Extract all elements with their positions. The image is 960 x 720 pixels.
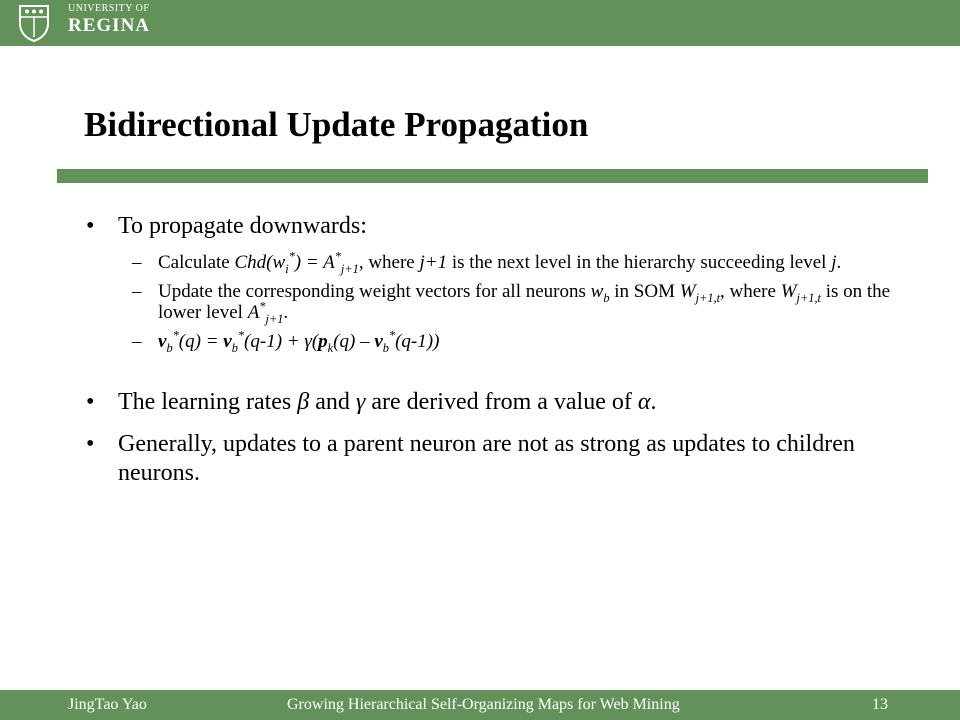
university-crest-icon	[14, 3, 54, 43]
bullet-text: Generally, updates to a parent neuron are not as strong as updates to children neurons.	[118, 431, 855, 486]
slide-content	[86, 212, 916, 488]
bullet-dot: •	[86, 389, 95, 415]
footer-author: JingTao Yao	[68, 696, 147, 713]
slide-number: 13	[872, 696, 888, 713]
bullet-dot: •	[86, 431, 95, 457]
footer-title: Growing Hierarchical Self-Organizing Maps for Web Mining	[287, 696, 680, 713]
subbullet-calculate: – Calculate $Chd(w_i^*) = A^*_{j+1}$, where j+1 is the next level in the hierarchy succeeding level j.	[132, 249, 842, 276]
university-line1: UNIVERSITY OF	[68, 3, 150, 14]
header-bar	[0, 0, 960, 46]
subbullet-update: – Update the corresponding weight vectors for all neurons $w_b$ in SOM $W_{j+1,t}$, where $W_{j+1,t}$ is on the lower level $A^*_{j+1}$.	[132, 281, 891, 326]
bullet-propagate	[86, 212, 916, 241]
bullet-text: To propagate downwards:	[118, 213, 367, 239]
bullet-learning-rates: • The learning rates β and γ are derived from a value of α.	[86, 389, 657, 415]
subbullet-dash: –	[132, 281, 142, 302]
bullet-generally	[86, 430, 916, 488]
university-line2: REGINA	[68, 15, 151, 36]
subbullet-formula: – $v_b^*(q) = v_b^*(q-1) + \gamma(p_k(q) - v_b^*(q-1))$	[132, 328, 440, 355]
subbullet-dash: –	[132, 331, 142, 352]
footer-bar	[0, 690, 960, 720]
slide-title: Bidirectional Update Propagation	[84, 105, 589, 144]
title-rule	[57, 169, 928, 183]
bullet-dot: •	[86, 213, 95, 239]
subbullet-dash: –	[132, 252, 142, 273]
